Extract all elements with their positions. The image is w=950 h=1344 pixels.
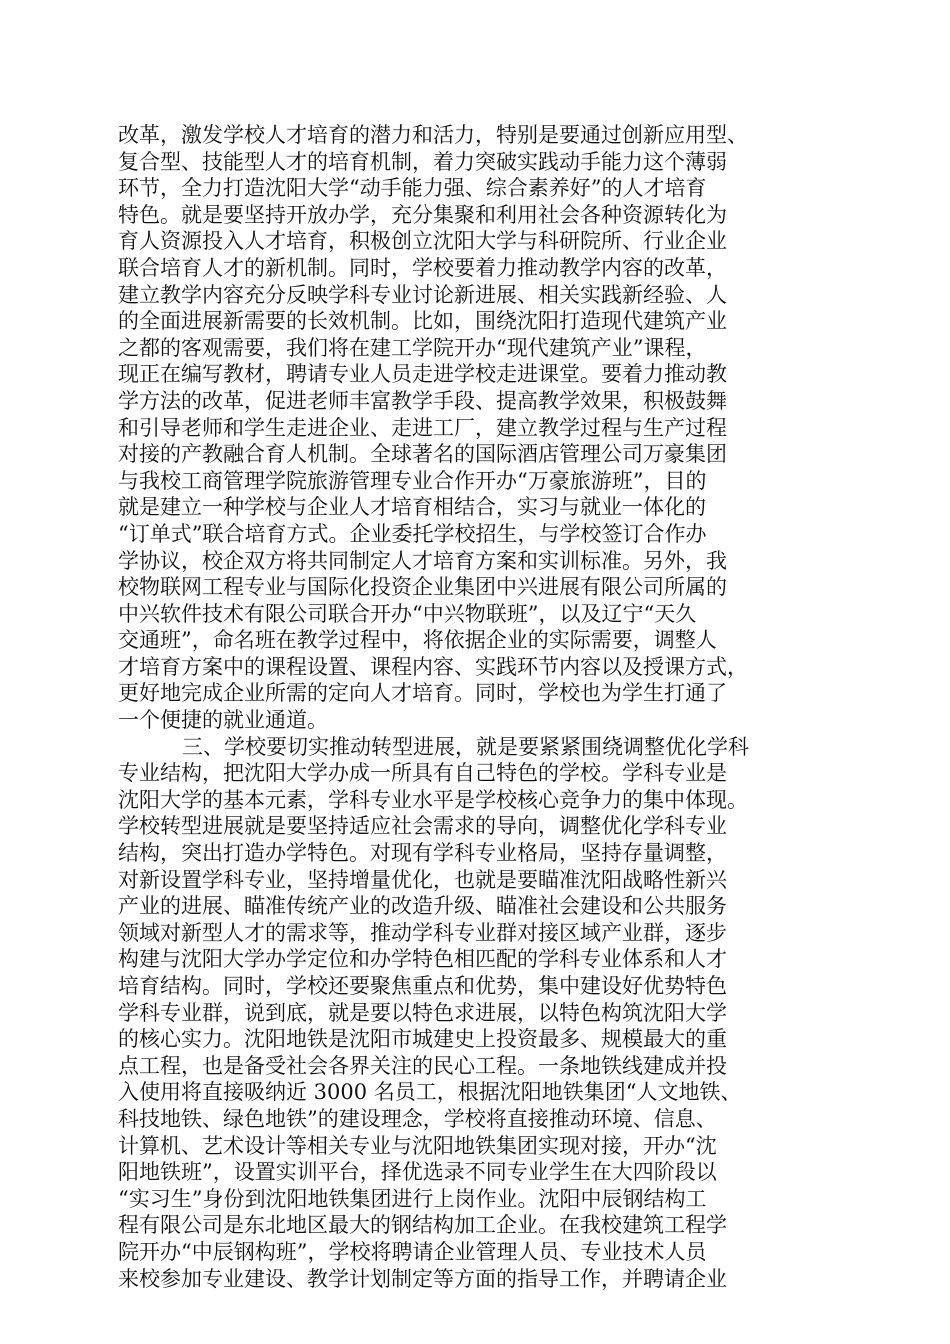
text-line: 与我校工商管理学院旅游管理专业合作开办“万豪旅游班”，目的 (118, 468, 707, 493)
text-line: 更好地完成企业所需的定向人才培育。同时，学校也为学生打通了 (118, 681, 727, 706)
text-line: 现正在编写教材，聘请专业人员走进学校走进课堂。要着力推动教 (118, 362, 727, 387)
text-line: “实习生”身份到沈阳地铁集团进行上岗作业。沈阳中辰钢结构工 (118, 1186, 707, 1211)
text-line: 来校参加专业建设、教学计划制定等方面的指导工作，并聘请企业 (118, 1266, 727, 1291)
text-line: 专业结构，把沈阳大学办成一所具有自己特色的学校。学科专业是 (118, 761, 727, 786)
text-line: 联合培育人才的新机制。同时，学校要着力推动教学内容的改革， (118, 255, 727, 280)
text-line: 培育结构。同时，学校还要聚焦重点和优势，集中建设好优势特色 (118, 974, 727, 998)
text-line: 学科专业群，说到底，就是要以特色求进展，以特色构筑沈阳大学 (118, 1000, 727, 1025)
text-line: 的全面进展新需要的长效机制。比如，围绕沈阳打造现代建筑产业 (118, 309, 727, 334)
text-line: 产业的进展、瞄准传统产业的改造升级、瞄准社会建设和公共服务 (118, 894, 727, 919)
text-line: “订单式”联合培育方式。企业委托学校招生，与学校签订合作办 (118, 521, 707, 546)
text-line: 对新设置学科专业，坚持增量优化，也就是要瞄准沈阳战略性新兴 (118, 867, 727, 892)
text-line: 领域对新型人才的需求等，推动学科专业群对接区域产业群，逐步 (118, 920, 727, 945)
text-line: 改革，激发学校人才培育的潜力和活力，特别是要通过创新应用型、 (118, 123, 748, 147)
text-line: 计算机、艺术设计等相关专业与沈阳地铁集团实现对接，开办“沈 (118, 1133, 717, 1158)
text-line: 和引导老师和学生走进企业、走进工厂，建立教学过程与生产过程 (118, 415, 727, 440)
text-line: 之都的客观需要，我们将在建工学院开办“现代建筑产业”课程， (118, 335, 707, 360)
text-line: 对接的产教融合育人机制。全球著名的国际酒店管理公司万豪集团 (118, 442, 727, 467)
text-line: 程有限公司是东北地区最大的钢结构加工企业。在我校建筑工程学 (118, 1213, 727, 1238)
text-line: 就是建立一种学校与企业人才培育相结合，实习与就业一体化的 (118, 495, 706, 520)
text-line: 阳地铁班”，设置实训平台，择优选录不同专业学生在大四阶段以 (118, 1160, 717, 1185)
text-line: 院开办“中辰钢构班”，学校将聘请企业管理人员、专业技术人员 (118, 1239, 707, 1264)
text-line: 沈阳大学的基本元素，学科专业水平是学校核心竞争力的集中体现。 (118, 787, 748, 812)
text-line: 特色。就是要坚持开放办学，充分集聚和利用社会各种资源转化为 (118, 202, 727, 227)
text-line: 的核心实力。沈阳地铁是沈阳市城建史上投资最多、规模最大的重 (118, 1027, 727, 1052)
text-line: 中兴软件技术有限公司联合开办“中兴物联班”，以及辽宁“天久 (118, 601, 697, 626)
text-line: 复合型、技能型人才的培育机制，着力突破实践动手能力这个薄弱 (118, 149, 727, 174)
text-line: 结构，突出打造办学特色。对现有学科专业格局，坚持存量调整， (118, 841, 727, 866)
paragraph-start-line: 三、学校要切实推动转型进展，就是要紧紧围绕调整优化学科 (182, 734, 749, 759)
text-line: 学方法的改革，促进老师丰富教学手段、提高教学效果，积极鼓舞 (118, 388, 727, 413)
text-line: 育人资源投入人才培育，积极创立沈阳大学与科研院所、行业企业 (118, 229, 727, 254)
text-line: 构建与沈阳大学办学定位和办学特色相匹配的学科专业体系和人才 (118, 947, 727, 972)
text-line: 一个便捷的就业通道。 (118, 708, 328, 733)
text-line: 建立教学内容充分反映学科专业讨论新进展、相关实践新经验、人 (118, 282, 727, 307)
text-line: 科技地铁、绿色地铁”的建设理念，学校将直接推动环境、信息、 (118, 1106, 717, 1131)
document-body (118, 122, 830, 1292)
text-line: 环节，全力打造沈阳大学“动手能力强、综合素养好”的人才培育 (118, 176, 707, 201)
text-line: 学校转型进展就是要坚持适应社会需求的导向，调整优化学科专业 (118, 814, 727, 839)
text-line: 交通班”，命名班在教学过程中，将依据企业的实际需要，调整人 (118, 628, 717, 653)
text-line: 入使用将直接吸纳近 3000 名员工，根据沈阳地铁集团“人文地铁、 (118, 1080, 742, 1105)
text-line: 校物联网工程专业与国际化投资企业集团中兴进展有限公司所属的 (118, 575, 727, 600)
text-line: 学协议，校企双方将共同制定人才培育方案和实训标准。另外，我 (118, 548, 727, 573)
text-line: 点工程，也是备受社会各界关注的民心工程。一条地铁线建成并投 (118, 1053, 727, 1078)
text-line: 才培育方案中的课程设置、课程内容、实践环节内容以及授课方式， (118, 654, 748, 679)
